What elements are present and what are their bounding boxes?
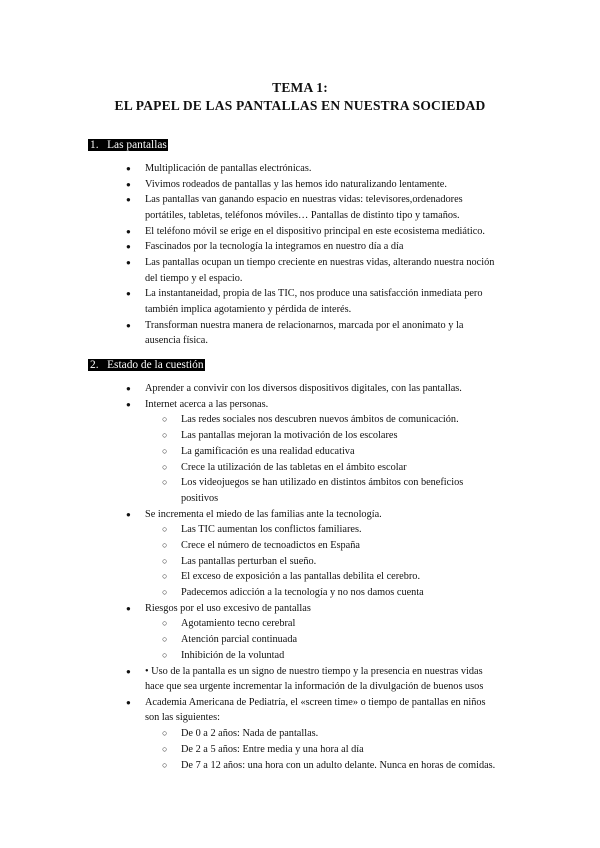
- sub-list-item-text: De 7 a 12 años: una hora con un adulto delante. Nunca en horas de comidas.: [181, 759, 496, 771]
- bullet-icon: ●: [126, 603, 131, 613]
- list-item-text: del tiempo y el espacio.: [145, 272, 243, 284]
- sub-bullet-icon: ○: [162, 728, 168, 739]
- bullet-icon: ●: [126, 509, 131, 519]
- section-heading-text: 1. Las pantallas: [90, 139, 167, 151]
- list-item-text: Fascinados por la tecnología la integramos en nuestro día a día: [145, 241, 404, 253]
- sub-list-item-text: Los videojuegos se han utilizado en distintos ámbitos con beneficios: [181, 477, 464, 489]
- bullet-icon: ●: [126, 399, 131, 409]
- sub-bullet-icon: ○: [162, 477, 168, 488]
- sub-bullet-icon: ○: [162, 759, 168, 770]
- list-item-text: Las pantallas van ganando espacio en nuestras vidas: televisores,ordenadores: [145, 194, 463, 206]
- sub-list-item-text: Las pantallas mejoran la motivación de los escolares: [181, 430, 398, 442]
- list-item-text: también implica agotamiento y pérdida de interés.: [145, 304, 352, 315]
- list-item-text: ausencia física.: [145, 335, 208, 347]
- sub-list-item-text: positivos: [181, 492, 219, 504]
- sub-bullet-icon: ○: [162, 634, 168, 645]
- bullet-icon: ●: [126, 195, 131, 205]
- bullet-icon: ●: [126, 697, 131, 707]
- list-item-text: portátiles, tabletas, teléfonos móviles… Pantallas de distinto tipo y tamaños.: [145, 210, 460, 221]
- sub-bullet-icon: ○: [162, 445, 168, 456]
- sub-list-item-text: Padecemos adicción a la tecnología y no nos damos cuenta: [181, 587, 424, 598]
- list-item-text: Internet acerca a las personas.: [145, 398, 269, 410]
- bullet-icon: ●: [126, 226, 131, 236]
- section-heading: [88, 358, 205, 373]
- sub-bullet-icon: ○: [162, 461, 168, 472]
- list-item-text: El teléfono móvil se erige en el dispositivo principal en este ecosistema mediático.: [145, 225, 485, 237]
- list-item-text: Aprender a convivir con los diversos dispositivos digitales, con las pantallas.: [145, 383, 462, 394]
- sub-bullet-icon: ○: [162, 743, 168, 754]
- sub-bullet-icon: ○: [162, 555, 168, 566]
- bullet-icon: ●: [126, 666, 131, 676]
- sub-list-item-text: La gamificación es una realidad educativa: [181, 445, 355, 457]
- list-item-text: • Uso de la pantalla es un signo de nuestro tiempo y la presencia en nuestras vidas: [145, 665, 483, 677]
- sub-list-item-text: De 2 a 5 años: Entre media y una hora al día: [181, 743, 364, 755]
- list-item-text: La instantaneidad, propia de las TIC, nos produce una satisfacción inmediata pero: [145, 288, 483, 300]
- sub-list-item-text: El exceso de exposición a las pantallas debilita el cerebro.: [181, 571, 421, 583]
- sub-list-item-text: De 0 a 2 años: Nada de pantallas.: [181, 728, 319, 740]
- sub-list-item-text: Inhibición de la voluntad: [181, 649, 285, 661]
- bullet-icon: ●: [126, 258, 131, 268]
- sub-list-item-text: Crece el número de tecnoadictos en España: [181, 539, 360, 551]
- list-item-text: Multiplicación de pantallas electrónicas.: [145, 163, 312, 174]
- sub-bullet-icon: ○: [162, 571, 168, 582]
- sub-bullet-icon: ○: [162, 524, 168, 535]
- bullet-icon: ●: [126, 179, 131, 189]
- sub-bullet-icon: ○: [162, 414, 168, 425]
- bullet-icon: ●: [126, 289, 131, 299]
- list-item-text: Se incrementa el miedo de las familias ante la tecnología.: [145, 508, 382, 520]
- list-item-text: Transforman nuestra manera de relacionarnos, marcada por el anonimato y la: [145, 319, 464, 331]
- list-item-text: Vivimos rodeados de pantallas y las hemos ido naturalizando lentamente.: [145, 178, 447, 190]
- bullet-icon: ●: [126, 384, 131, 393]
- list-item-text: son las siguientes:: [145, 712, 220, 724]
- bullet-icon: ●: [126, 164, 131, 173]
- list-item-text: Riesgos por el uso excesivo de pantallas: [145, 602, 311, 614]
- sub-list-item-text: Crece la utilización de las tabletas en el ámbito escolar: [181, 461, 407, 473]
- document-title: TEMA 1:: [272, 80, 328, 95]
- sub-list-item-text: Atención parcial continuada: [181, 634, 298, 646]
- document-subtitle: EL PAPEL DE LAS PANTALLAS EN NUESTRA SOCIEDAD: [114, 98, 486, 113]
- bullet-icon: ●: [126, 242, 131, 252]
- list-item-text: Las pantallas ocupan un tiempo creciente en nuestras vidas, alterando nuestra noción: [145, 257, 495, 269]
- sub-bullet-icon: ○: [162, 587, 168, 597]
- list-item-text: hace que sea urgente incrementar la información de la divulgación de buenos usos: [145, 681, 484, 693]
- sub-list-item-text: Las redes sociales nos descubren nuevos ámbitos de comunicación.: [181, 414, 459, 426]
- sub-bullet-icon: ○: [162, 618, 168, 629]
- bullet-icon: ●: [126, 320, 131, 330]
- section-heading-text: 2. Estado de la cuestión: [90, 359, 204, 371]
- sub-bullet-icon: ○: [162, 430, 168, 441]
- sub-list-item-text: Agotamiento tecno cerebral: [181, 618, 296, 630]
- sub-bullet-icon: ○: [162, 539, 168, 550]
- sub-list-item-text: Las TIC aumentan los conflictos familiares.: [181, 524, 362, 536]
- sub-bullet-icon: ○: [162, 649, 168, 660]
- section-heading: [88, 138, 168, 153]
- list-item-text: Academia Americana de Pediatría, el «screen time» o tiempo de pantallas en niños: [145, 696, 486, 708]
- sub-list-item-text: Las pantallas perturban el sueño.: [181, 555, 317, 567]
